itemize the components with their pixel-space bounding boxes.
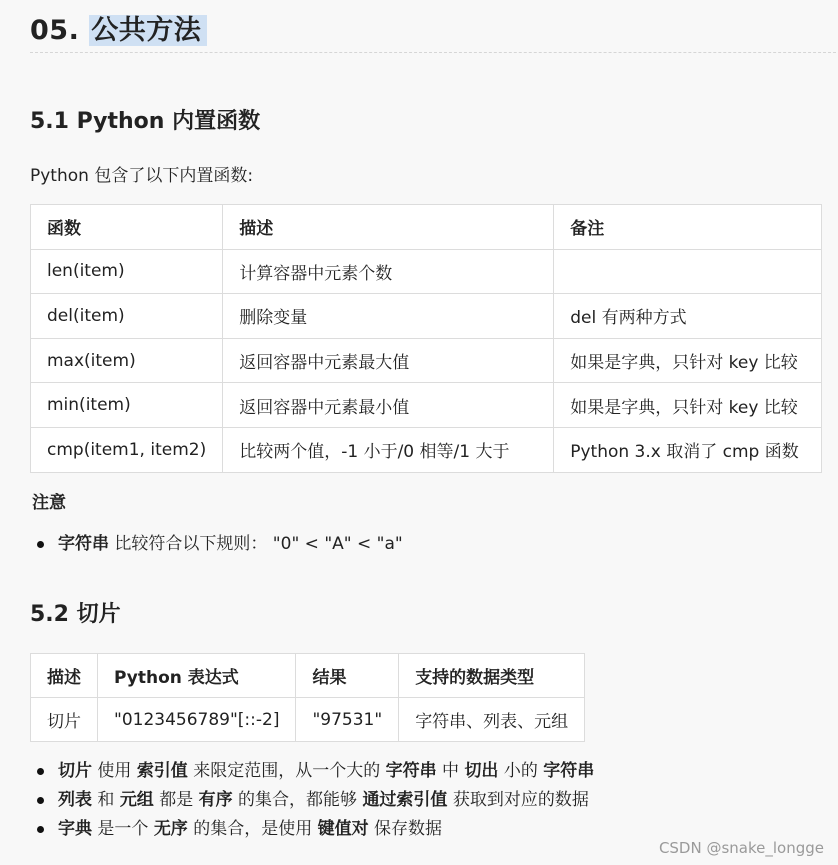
- bold-term: 切出: [464, 761, 499, 781]
- bullet-icon: [37, 541, 44, 548]
- title-number: 05.: [30, 15, 80, 46]
- table-cell: cmp(item1, item2): [31, 427, 223, 472]
- slicing-table: [30, 653, 585, 742]
- table-cell: 如果是字典，只针对 key 比较: [554, 383, 822, 428]
- bold-term: 键值对: [317, 819, 369, 839]
- bold-term: 通过索引值: [362, 790, 448, 810]
- text-run: 使用: [92, 761, 137, 781]
- bullet-icon: [37, 826, 44, 833]
- table-cell: "97531": [296, 698, 399, 742]
- section-heading-builtins: 5.1 Python 内置函数: [30, 109, 261, 134]
- note-title: 注意: [32, 493, 66, 513]
- list-item: [34, 786, 594, 815]
- bold-term: 元组: [119, 790, 154, 810]
- table-header-cell: 函数: [31, 205, 223, 250]
- table-header-cell: 支持的数据类型: [399, 654, 585, 698]
- bullet-icon: [37, 797, 44, 804]
- title-text: 公共方法: [89, 15, 207, 46]
- table-cell: min(item): [31, 383, 223, 428]
- table-row: [31, 383, 822, 428]
- bold-term: 切片: [58, 761, 92, 781]
- table-cell: 字符串、列表、元组: [399, 698, 585, 742]
- text-run: 保存数据: [368, 819, 443, 839]
- note-bold: 字符串: [58, 534, 109, 554]
- table-row: [31, 294, 822, 339]
- watermark: CSDN @snake_longge: [658, 839, 824, 857]
- list-item: [34, 757, 594, 786]
- table-header-row: [31, 205, 822, 250]
- table-row: [31, 338, 822, 383]
- table-cell: 返回容器中元素最小值: [223, 383, 554, 428]
- text-run: 和: [92, 790, 120, 810]
- bold-term: 有序: [198, 790, 233, 810]
- text-run: 获取到对应的数据: [447, 790, 589, 810]
- table-cell: 比较两个值，-1 小于/0 相等/1 大于: [223, 427, 554, 472]
- slicing-notes-list: [34, 757, 594, 844]
- bold-term: 字符串: [543, 761, 595, 781]
- bold-term: 字符串: [385, 761, 437, 781]
- table-cell: 如果是字典，只针对 key 比较: [554, 338, 822, 383]
- bold-term: 列表: [58, 790, 92, 810]
- page-title: [30, 8, 207, 47]
- table-cell: 切片: [31, 698, 98, 742]
- list-item: [34, 815, 594, 844]
- bold-term: 无序: [153, 819, 188, 839]
- table-row: [31, 249, 822, 294]
- table-cell: 计算容器中元素个数: [223, 249, 554, 294]
- table-cell: 返回容器中元素最大值: [223, 338, 554, 383]
- table-header-cell: 描述: [223, 205, 554, 250]
- table-cell: max(item): [31, 338, 223, 383]
- table-header-cell: 备注: [554, 205, 822, 250]
- title-divider: [30, 52, 836, 53]
- text-run: 都是: [153, 790, 199, 810]
- text-run: 中: [436, 761, 465, 781]
- section-heading-slicing: 5.2 切片: [30, 602, 121, 627]
- table-header-cell: Python 表达式: [98, 654, 296, 698]
- bold-term: 字典: [58, 819, 92, 839]
- table-cell: del(item): [31, 294, 223, 339]
- table-cell: del 有两种方式: [554, 294, 822, 339]
- text-run: 是一个: [92, 819, 154, 839]
- text-run: 来限定范围，从一个大的: [187, 761, 386, 781]
- list-item: [34, 530, 403, 559]
- builtins-table: [30, 204, 822, 473]
- note-text: 比较符合以下规则： "0" < "A" < "a": [109, 534, 403, 554]
- text-run: 的集合，是使用: [187, 819, 318, 839]
- text-run: 的集合，都能够: [232, 790, 363, 810]
- table-header-row: [31, 654, 585, 698]
- table-cell: 删除变量: [223, 294, 554, 339]
- table-cell: len(item): [31, 249, 223, 294]
- table-cell: Python 3.x 取消了 cmp 函数: [554, 427, 822, 472]
- text-run: 小的: [498, 761, 544, 781]
- builtins-intro: Python 包含了以下内置函数:: [30, 166, 254, 186]
- table-cell: "0123456789"[::-2]: [98, 698, 296, 742]
- table-row: [31, 698, 585, 742]
- table-header-cell: 描述: [31, 654, 98, 698]
- bullet-icon: [37, 768, 44, 775]
- table-cell: [554, 249, 822, 294]
- note-list: [34, 530, 403, 559]
- table-row: [31, 427, 822, 472]
- table-header-cell: 结果: [296, 654, 399, 698]
- bold-term: 索引值: [136, 761, 188, 781]
